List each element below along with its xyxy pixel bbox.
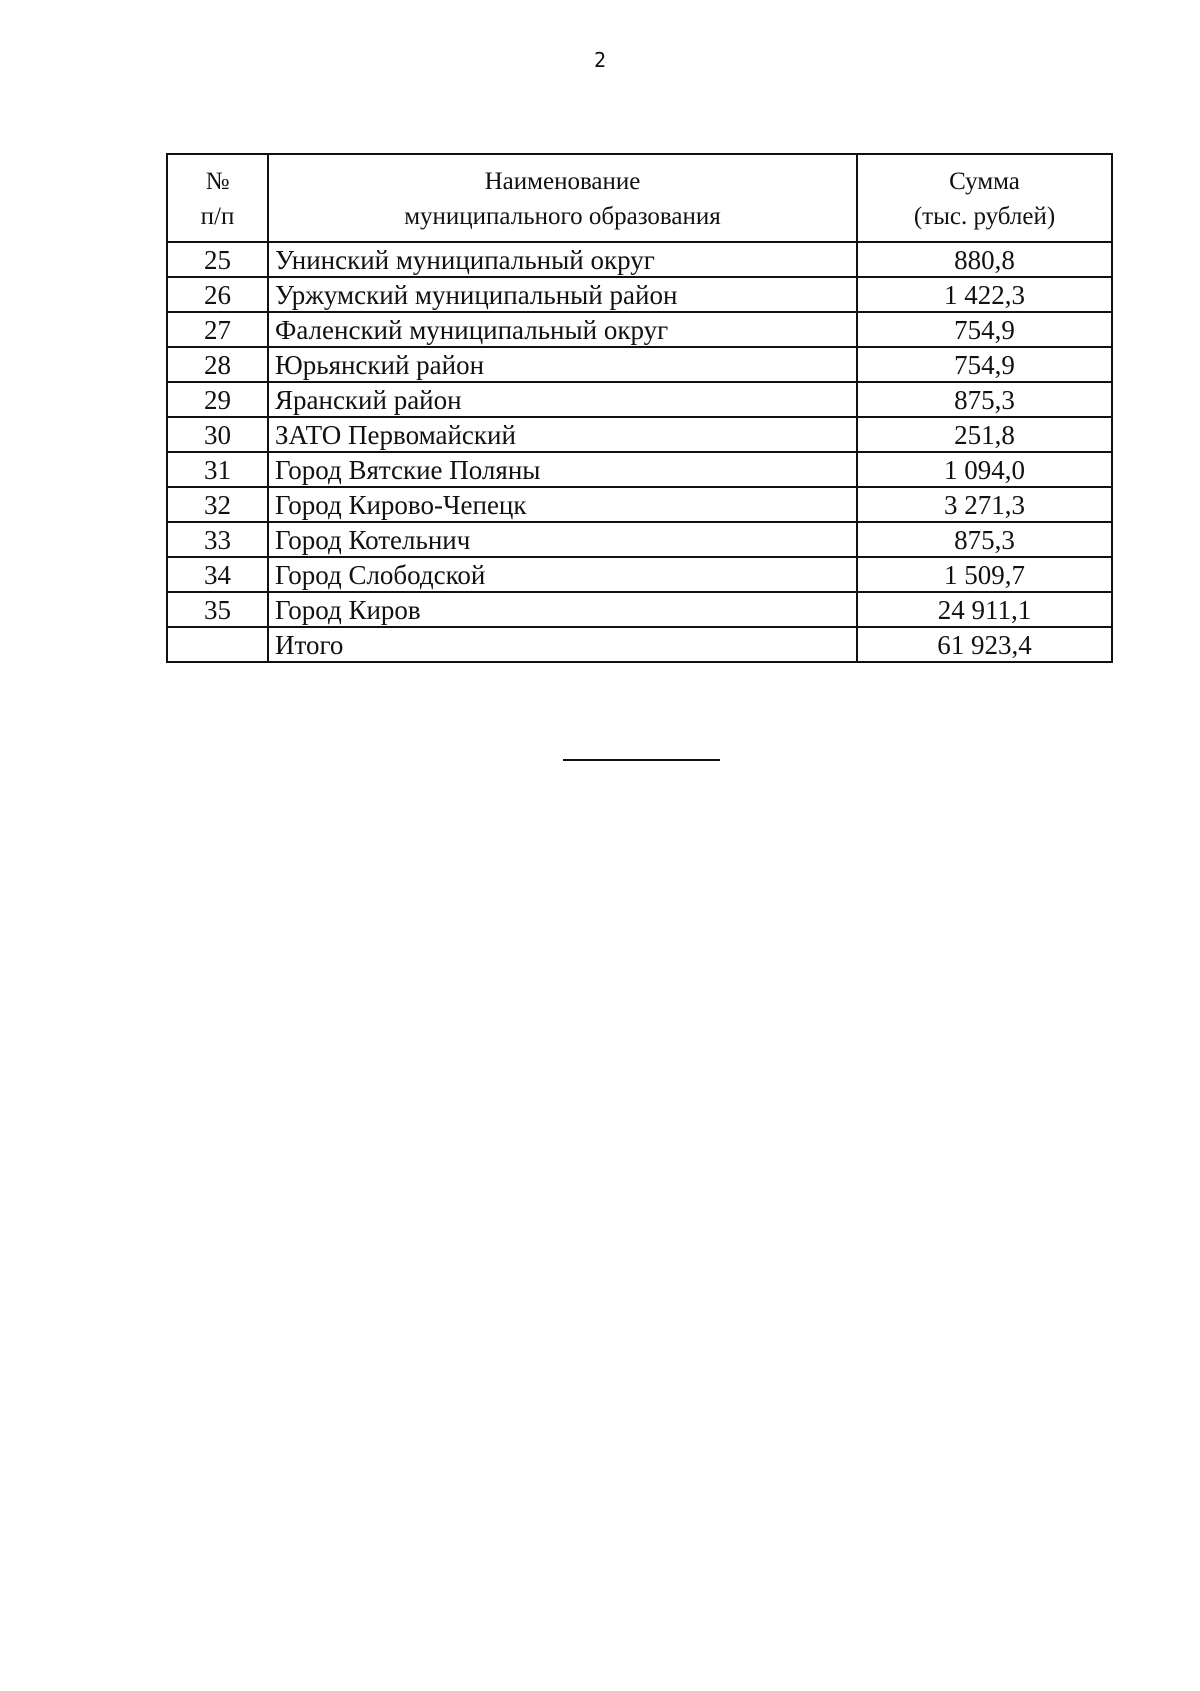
table-total-row [167, 627, 1112, 662]
header-number-line-1: № [205, 168, 230, 195]
row-number: 30 [167, 417, 268, 452]
row-sum: 1 422,3 [857, 277, 1112, 312]
total-sum: 61 923,4 [857, 627, 1112, 662]
table-row [167, 312, 1112, 347]
table-row [167, 522, 1112, 557]
row-name: Юрьянский район [268, 347, 857, 382]
header-name-line-2: муниципального образования [404, 203, 721, 230]
row-number: 26 [167, 277, 268, 312]
row-sum: 754,9 [857, 347, 1112, 382]
header-name-line-1: Наименование [484, 168, 641, 195]
row-name: Город Котельнич [268, 522, 857, 557]
row-name: Яранский район [268, 382, 857, 417]
table-header-row [167, 154, 1112, 242]
end-of-document-rule [563, 759, 720, 761]
row-name: Город Киров [268, 592, 857, 627]
row-sum: 1 509,7 [857, 557, 1112, 592]
page-number: 2 [593, 48, 607, 72]
row-number: 31 [167, 452, 268, 487]
header-number [167, 154, 268, 242]
header-number-line-2: п/п [200, 203, 235, 230]
row-name: Город Вятские Поляны [268, 452, 857, 487]
table-row [167, 487, 1112, 522]
row-number: 35 [167, 592, 268, 627]
table-row [167, 417, 1112, 452]
row-sum: 1 094,0 [857, 452, 1112, 487]
row-sum: 754,9 [857, 312, 1112, 347]
row-name: Уржумский муниципальный район [268, 277, 857, 312]
header-sum-line-1: Сумма [949, 168, 1020, 195]
row-number: 33 [167, 522, 268, 557]
table-row [167, 557, 1112, 592]
row-number: 29 [167, 382, 268, 417]
row-number: 32 [167, 487, 268, 522]
row-number: 28 [167, 347, 268, 382]
row-sum: 251,8 [857, 417, 1112, 452]
total-label: Итого [268, 627, 857, 662]
total-number [167, 627, 268, 662]
header-sum [857, 154, 1112, 242]
table-row [167, 347, 1112, 382]
row-number: 25 [167, 242, 268, 277]
row-sum: 875,3 [857, 522, 1112, 557]
table-row [167, 277, 1112, 312]
row-number: 34 [167, 557, 268, 592]
table-row [167, 592, 1112, 627]
row-sum: 875,3 [857, 382, 1112, 417]
row-name: Город Кирово-Чепецк [268, 487, 857, 522]
header-name [268, 154, 857, 242]
row-name: Унинский муниципальный округ [268, 242, 857, 277]
row-name: ЗАТО Первомайский [268, 417, 857, 452]
row-sum: 24 911,1 [857, 592, 1112, 627]
table-row [167, 382, 1112, 417]
allocation-table [166, 153, 1113, 663]
header-sum-line-2: (тыс. рублей) [913, 203, 1056, 230]
row-name: Город Слободской [268, 557, 857, 592]
table-row [167, 242, 1112, 277]
row-sum: 880,8 [857, 242, 1112, 277]
row-number: 27 [167, 312, 268, 347]
row-name: Фаленский муниципальный округ [268, 312, 857, 347]
row-sum: 3 271,3 [857, 487, 1112, 522]
table-row [167, 452, 1112, 487]
